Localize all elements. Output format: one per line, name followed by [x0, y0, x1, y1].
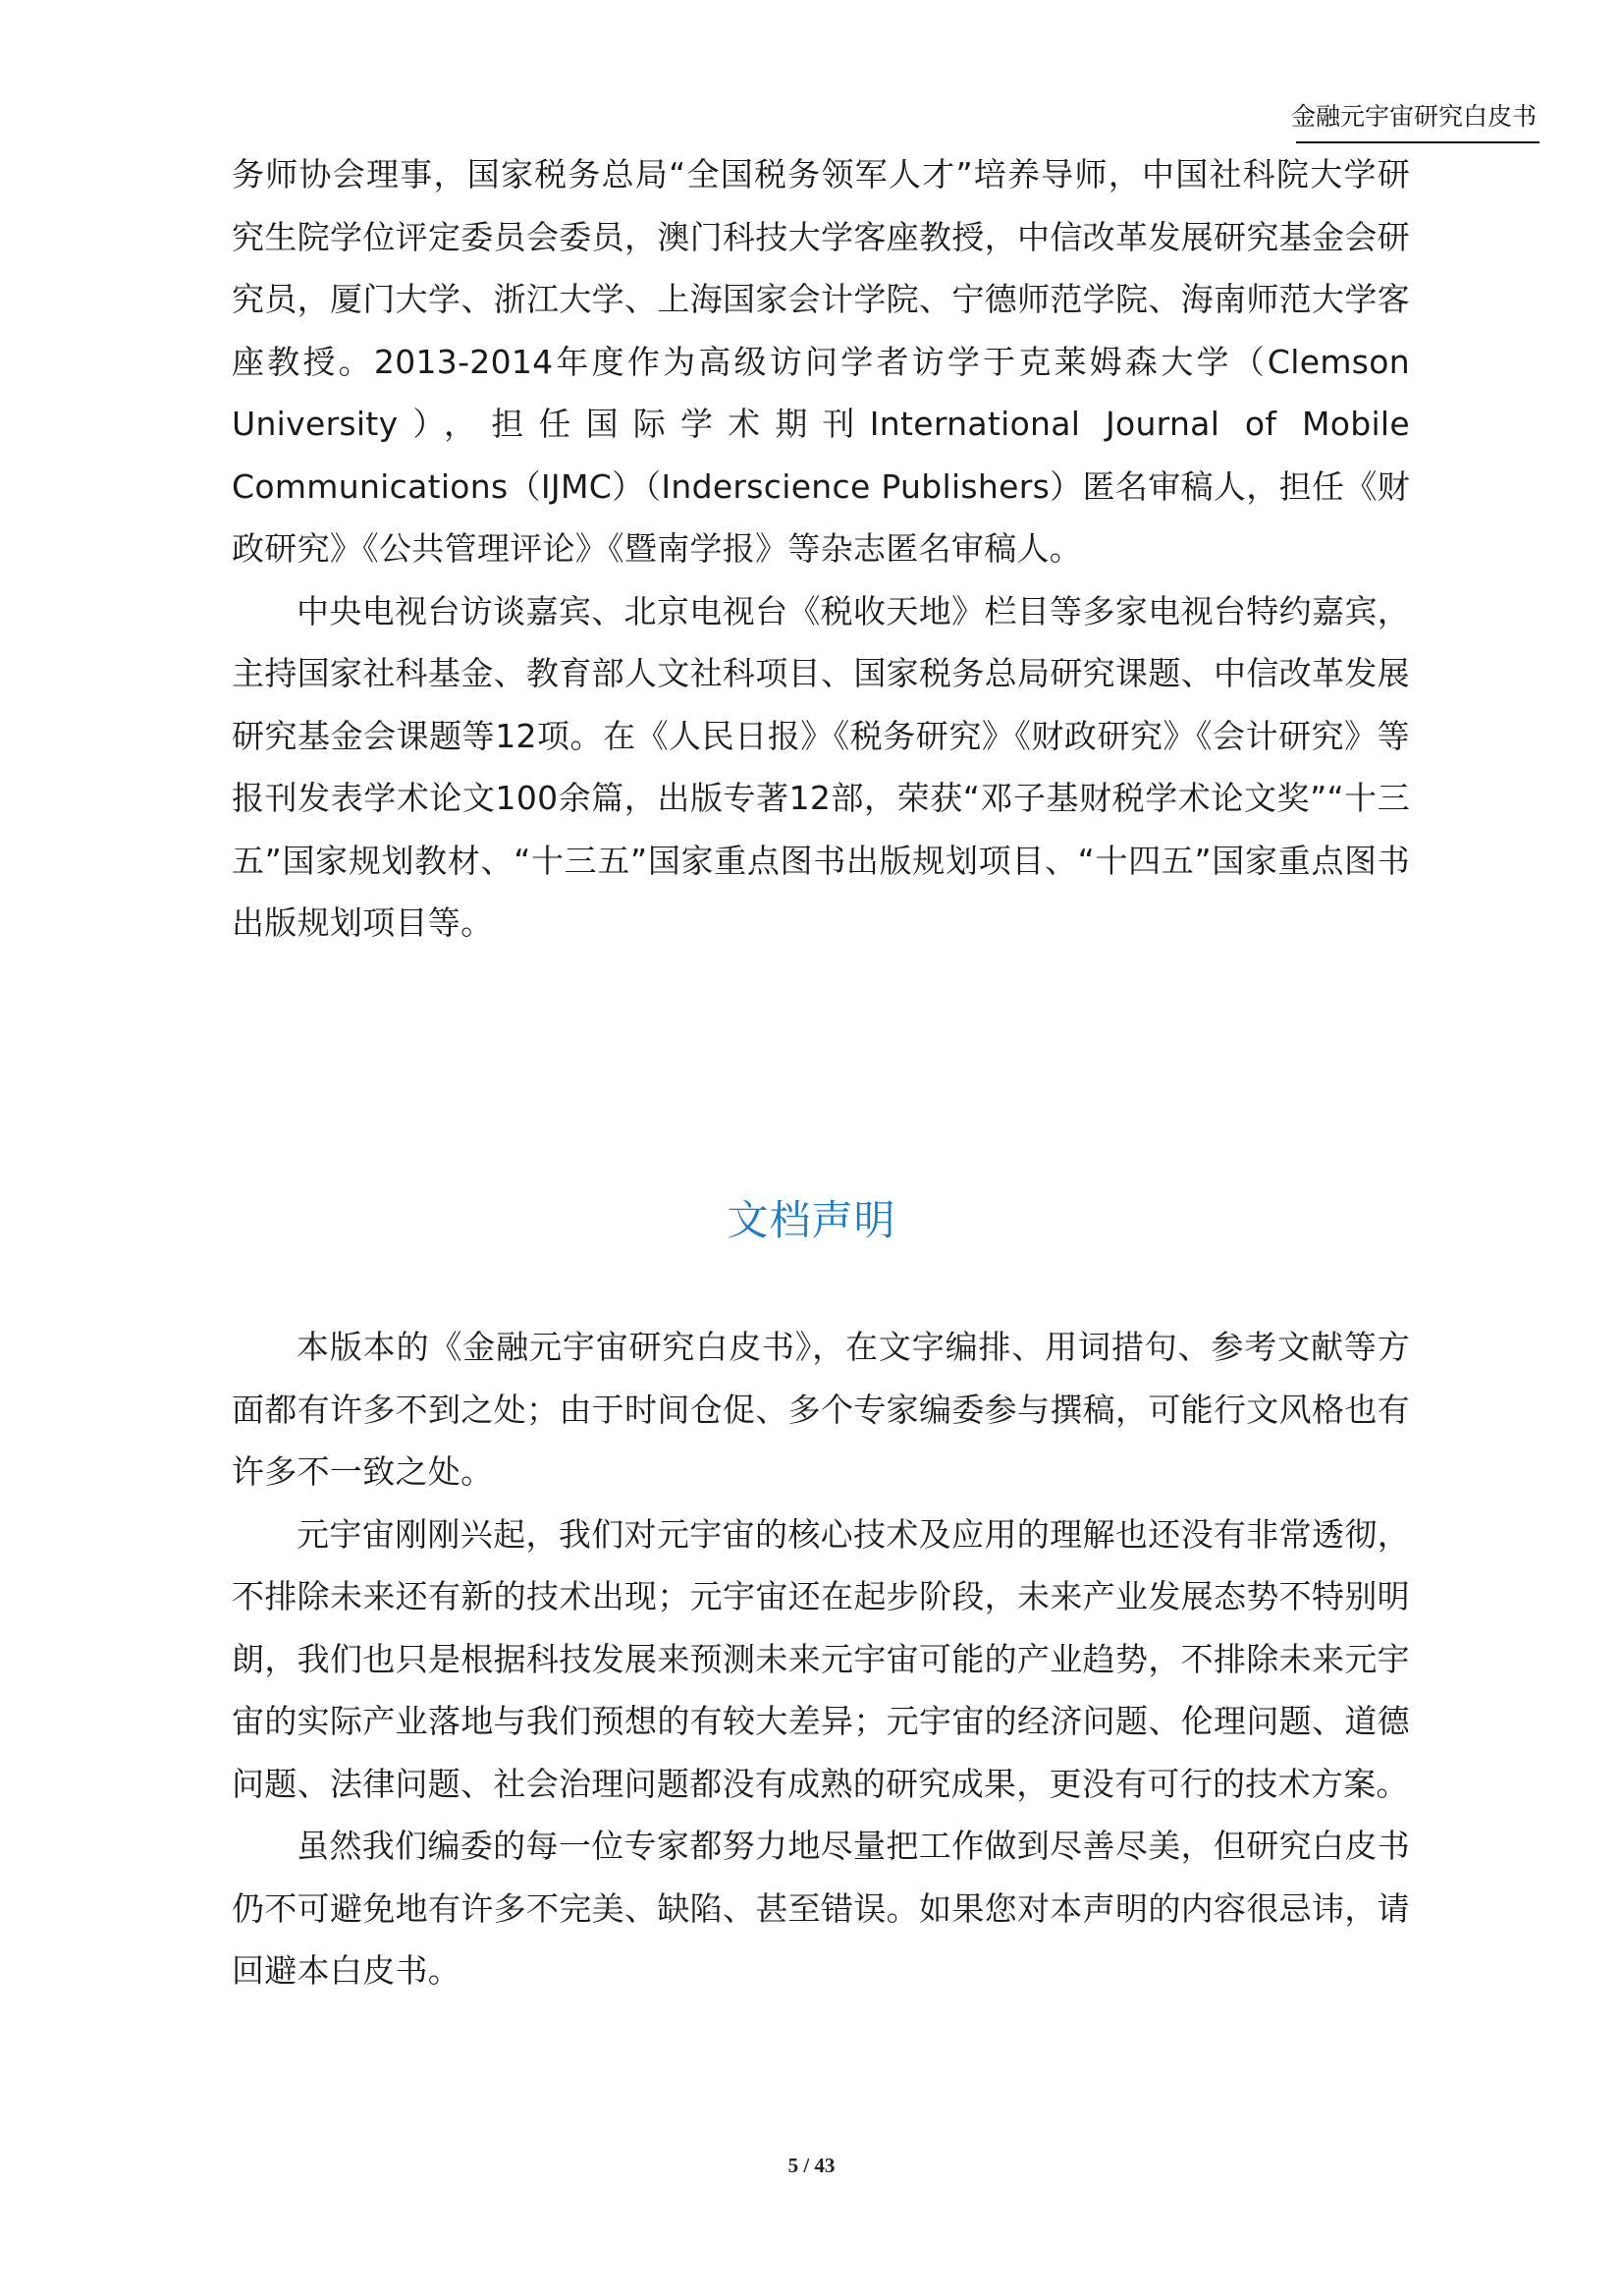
bio-text-block [232, 143, 1410, 955]
statement-text-block [232, 1316, 1410, 2002]
statement-paragraph: 元宇宙刚刚兴起，我们对元宇宙的核心技术及应用的理解也还没有非常透彻，不排除未来还有新的技术出现；元宇宙还在起步阶段，未来产业发展态势不特别明朗，我们也只是根据科技发展来预测未来元宇宙可能的产业趋势，不排除未来元宇宙的实际产业落地与我们预想的有较大差异；元宇宙的经济问题、伦理问题、道德问题、法律问题、社会治理问题都没有成熟的研究成果，更没有可行的技术方案。 [232, 1514, 1410, 1803]
page-number: 5 / 43 [787, 2154, 836, 2177]
section-title-document-statement: 文档声明 [727, 1196, 896, 1244]
bio-paragraph: 中央电视台访谈嘉宾、北京电视台《税收天地》栏目等多家电视台特约嘉宾，主持国家社科基金、教育部人文社科项目、国家税务总局研究课题、中信改革发展研究基金会课题等12项。在《人民日报》《税务研究》《财政研究》《会计研究》等报刊发表学术论文100余篇，出版专著12部，荣获“邓子基财税学术论文奖”“十三五”国家规划教材、“十三五”国家重点图书出版规划项目、“十四五”国家重点图书出版规划项目等。 [232, 591, 1410, 942]
running-header-title: 金融元宇宙研究白皮书 [1290, 102, 1537, 131]
bio-paragraph-continued: 务师协会理事，国家税务总局“全国税务领军人才”培养导师，中国社科院大学研究生院学位评定委员会委员，澳门科技大学客座教授，中信改革发展研究基金会研究员，厦门大学、浙江大学、上海国家会计学院、宁德师范学院、海南师范大学客座教授。2013-2014年度作为高级访问学者访学于克莱姆森大学（Clemson University），担任国际学术期刊International Journal of Mobile Communications（IJMC）（Inderscience Publishers）匿名审稿人，担任《财政研究》《公共管理评论》《暨南学报》等杂志匿名审稿人。 [232, 155, 1410, 568]
statement-paragraph: 虽然我们编委的每一位专家都努力地尽量把工作做到尽善尽美，但研究白皮书仍不可避免地有许多不完美、缺陷、甚至错误。如果您对本声明的内容很忌讳，请回避本白皮书。 [232, 1827, 1410, 1990]
statement-paragraph: 本版本的《金融元宇宙研究白皮书》，在文字编排、用词措句、参考文献等方面都有许多不到之处；由于时间仓促、多个专家编委参与撰稿，可能行文风格也有许多不一致之处。 [232, 1328, 1410, 1491]
